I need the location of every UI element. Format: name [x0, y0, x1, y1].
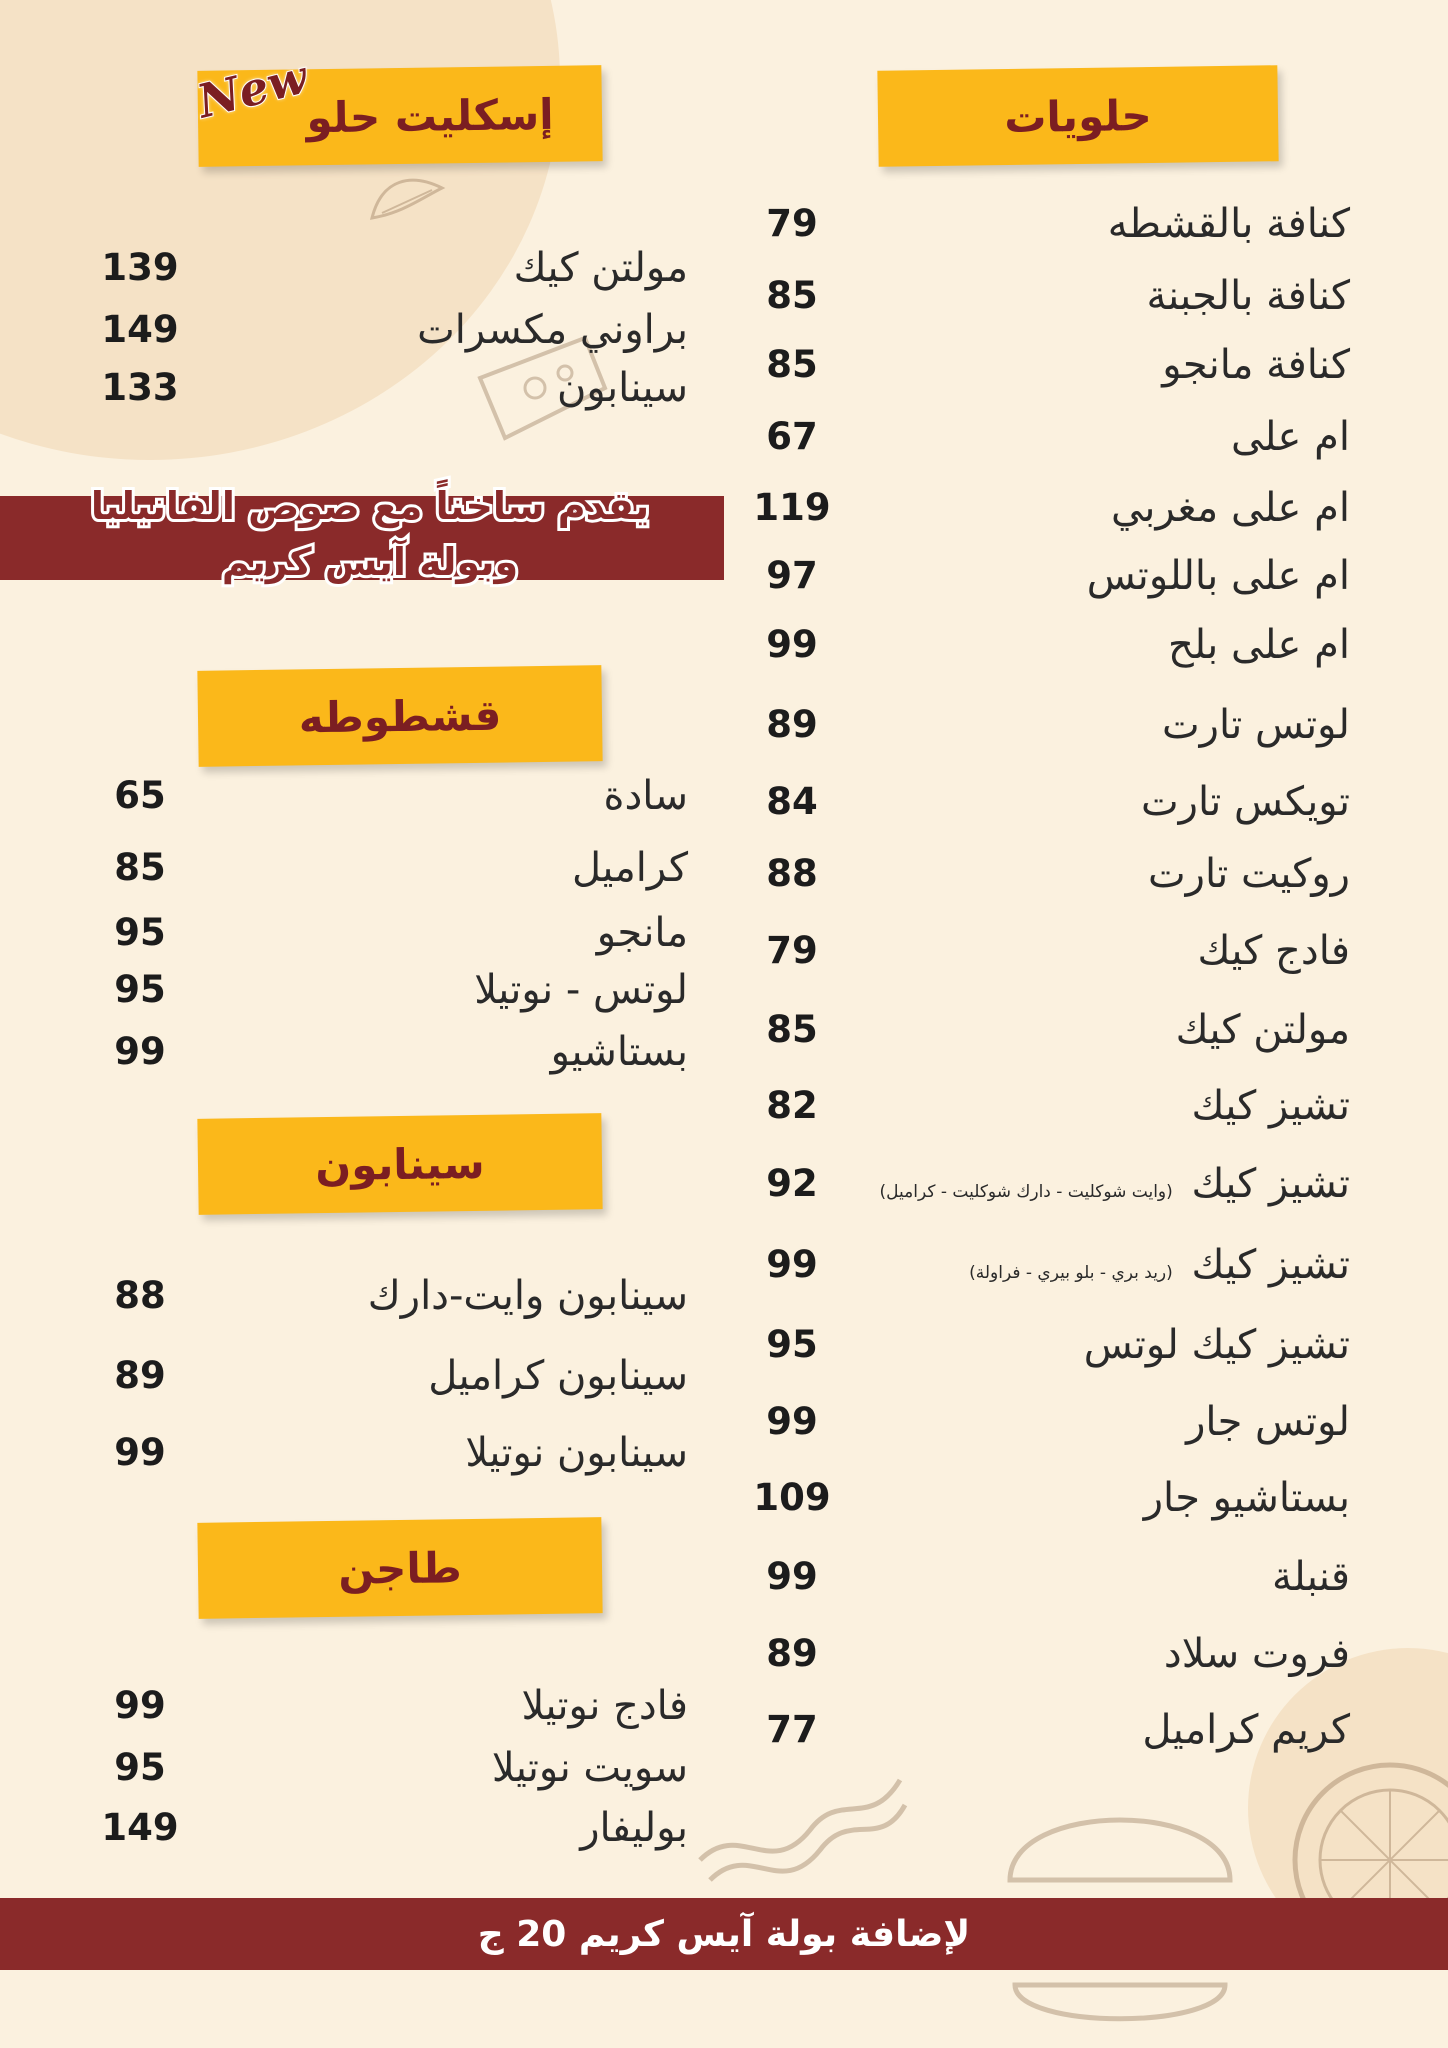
item-name: سينابون: [556, 365, 688, 411]
item-price: 95: [114, 911, 166, 954]
item-price: 79: [766, 929, 818, 972]
tagine-title: طاجن: [337, 1542, 463, 1594]
item-price: 95: [114, 968, 166, 1011]
item-name: ام على مغربي: [1110, 485, 1350, 531]
sweet-escalope-item: [0, 238, 1448, 298]
desserts-item: [0, 1547, 1448, 1607]
item-price: 84: [766, 780, 818, 823]
item-price: 99: [766, 623, 818, 666]
qashtouta-title: قشطوطه: [298, 690, 502, 742]
serving-note-line2: وبولة آيس كريم: [221, 540, 519, 584]
cinnabon-item: [0, 1423, 1448, 1483]
item-price: 88: [766, 852, 818, 895]
footer-band: [0, 1898, 1448, 1970]
item-price: 149: [101, 308, 179, 351]
item-note: (ريد بري - بلو بيري - فراولة): [969, 1263, 1173, 1283]
item-name: لوتس - نوتيلا: [474, 967, 688, 1013]
item-price: 119: [753, 486, 831, 529]
qashtouta-item: [0, 903, 1448, 963]
item-name: كنافة مانجو: [1162, 342, 1350, 388]
item-name: كنافة بالقشطه: [1107, 201, 1350, 247]
item-name: لوتس تارت: [1162, 702, 1350, 748]
item-price: 95: [114, 1746, 166, 1789]
item-price: 139: [101, 246, 179, 289]
item-price: 99: [766, 1555, 818, 1598]
item-name: قنبلة: [1272, 1554, 1350, 1600]
item-name: سينابون نوتيلا: [465, 1430, 688, 1476]
item-name: براوني مكسرات: [417, 307, 688, 353]
item-name: كريم كراميل: [1142, 1707, 1350, 1753]
item-price: 88: [114, 1274, 166, 1317]
sweet-escalope-item: [0, 358, 1448, 418]
new-badge: New: [191, 49, 313, 129]
desserts-item: [0, 1154, 1448, 1214]
desserts-header: [877, 65, 1278, 167]
desserts-item: [0, 546, 1448, 606]
cinnabon-item: [0, 1346, 1448, 1406]
desserts-title: حلويات: [1003, 90, 1153, 142]
qashtouta-item: [0, 838, 1448, 898]
item-name: كنافة بالجبنة: [1146, 273, 1350, 319]
item-name: ام على بلح: [1168, 622, 1350, 668]
item-price: 65: [114, 774, 166, 817]
item-price: 99: [114, 1684, 166, 1727]
item-price: 99: [114, 1030, 166, 1073]
item-name: سينابون كراميل: [428, 1353, 688, 1399]
desserts-item: [0, 695, 1448, 755]
item-name: كراميل: [571, 845, 688, 891]
item-name: سويت نوتيلا: [491, 1745, 688, 1791]
desserts-item: [0, 1076, 1448, 1136]
item-name: تشيز كيك (ريد بري - بلو بيري - فراولة): [969, 1242, 1350, 1288]
item-name: مولتن كيك: [1175, 1007, 1350, 1053]
item-price: 109: [753, 1476, 831, 1519]
item-price: 133: [101, 366, 179, 409]
item-name: فروت سلاد: [1163, 1631, 1350, 1677]
desserts-item: [0, 478, 1448, 538]
item-name: مانجو: [596, 910, 688, 956]
item-name: ام على: [1230, 414, 1350, 460]
item-name: روكيت تارت: [1147, 851, 1350, 897]
item-name: فادج نوتيلا: [521, 1683, 688, 1729]
tagine-item: [0, 1676, 1448, 1736]
sweet-escalope-title: إسكليت حلو: [306, 89, 554, 142]
item-name: سينابون وايت-دارك: [367, 1273, 688, 1319]
item-name: سادة: [603, 773, 688, 819]
item-price: 99: [766, 1243, 818, 1286]
item-name: مولتن كيك: [513, 245, 688, 291]
item-name: لوتس جار: [1186, 1399, 1350, 1445]
item-price: 85: [766, 343, 818, 386]
item-price: 85: [114, 846, 166, 889]
item-price: 89: [766, 703, 818, 746]
item-name: فادج كيك: [1197, 928, 1350, 974]
item-name: بوليفار: [580, 1805, 688, 1851]
serving-note-line1: يقدم ساخناً مع صوص الفانيليا: [90, 484, 650, 528]
item-price: 77: [766, 1708, 818, 1751]
item-price: 99: [766, 1400, 818, 1443]
item-price: 92: [766, 1162, 818, 1205]
item-price: 85: [766, 274, 818, 317]
item-name: بستاشيو: [550, 1029, 688, 1075]
qashtouta-item: [0, 960, 1448, 1020]
item-price: 149: [101, 1806, 179, 1849]
item-name: تشيز كيك: [1191, 1083, 1350, 1129]
desserts-item: [0, 1624, 1448, 1684]
qashtouta-item: [0, 1022, 1448, 1082]
item-price: 89: [114, 1354, 166, 1397]
item-price: 82: [766, 1084, 818, 1127]
tagine-item: [0, 1798, 1448, 1858]
item-name: بستاشيو جار: [1143, 1475, 1350, 1521]
item-price: 85: [766, 1008, 818, 1051]
item-price: 89: [766, 1632, 818, 1675]
item-name: تويكس تارت: [1140, 779, 1350, 825]
item-price: 97: [766, 554, 818, 597]
footer-text: لإضافة بولة آيس كريم 20 ج: [477, 1913, 971, 1955]
desserts-item: [0, 615, 1448, 675]
item-name: تشيز كيك لوتس: [1083, 1322, 1350, 1368]
cinnabon-title: سينابون: [315, 1138, 485, 1190]
item-note: (وايت شوكليت - دارك شوكليت - كراميل): [879, 1182, 1173, 1202]
sweet-escalope-item: [0, 300, 1448, 360]
cinnabon-item: [0, 1266, 1448, 1326]
tagine-item: [0, 1738, 1448, 1798]
item-price: 95: [766, 1323, 818, 1366]
item-price: 79: [766, 202, 818, 245]
item-price: 67: [766, 415, 818, 458]
item-price: 99: [114, 1431, 166, 1474]
qashtouta-item: [0, 766, 1448, 826]
item-name: ام على باللوتس: [1086, 553, 1350, 599]
item-name: تشيز كيك (وايت شوكليت - دارك شوكليت - كراميل): [879, 1161, 1350, 1207]
